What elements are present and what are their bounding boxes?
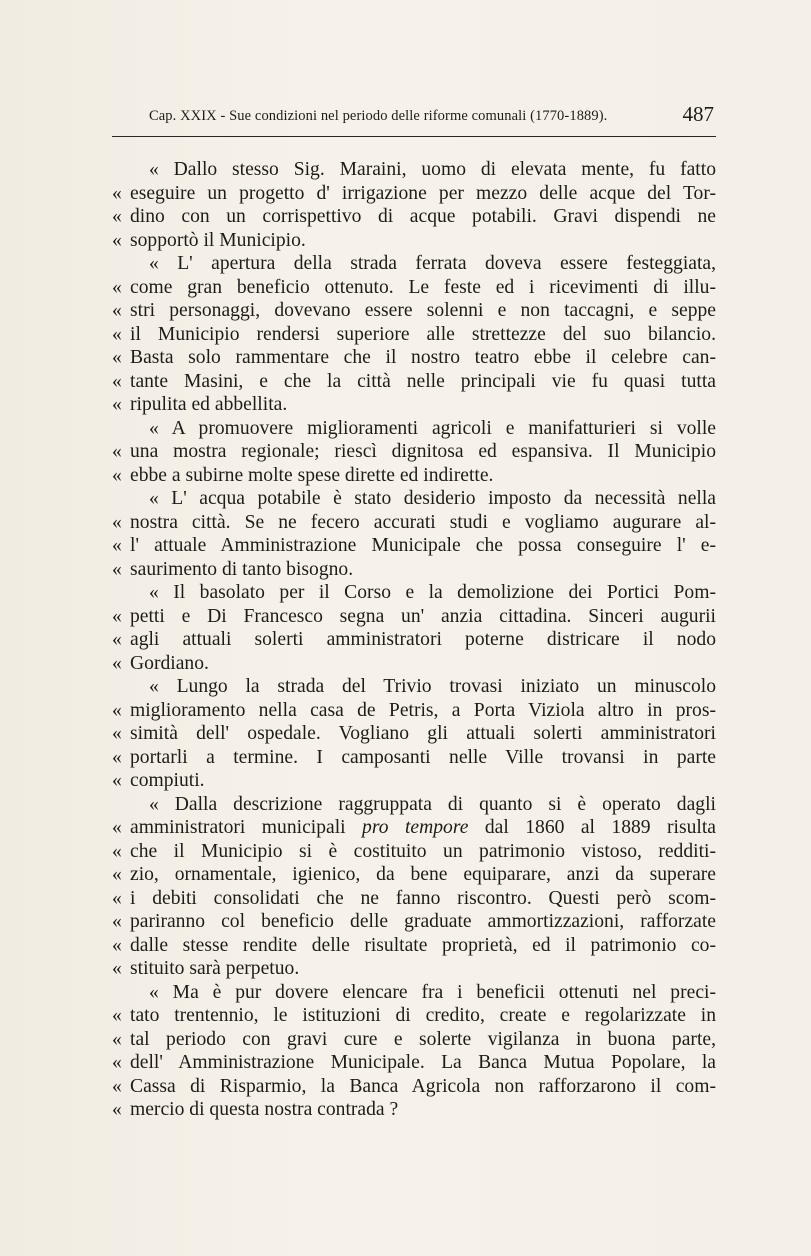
text-line [112,276,716,300]
guillemet-marker: « [112,441,122,462]
line-text: ripulita ed abbellita. [130,394,288,415]
line-text: pariranno col beneficio delle graduate ammortizzazioni, rafforzate [130,911,716,932]
line-text: eseguire un progetto d' irrigazione per mezzo delle acque del Tor- [130,182,716,204]
line-text: « Dallo stesso Sig. Maraini, uomo di elevata mente, fu fatto [149,159,716,180]
line-text: i debiti consolidati che ne fanno riscontro. Questi però scom- [130,887,716,909]
line-text: zio, ornamentale, igienico, da bene equiparare, anzi da superare [130,864,716,885]
guillemet-marker: « [112,464,122,486]
guillemet-marker: « [112,1005,122,1026]
text-line [112,252,716,276]
page-number: 487 [682,102,714,126]
line-text: « L' acqua potabile è stato desiderio imposto da necessità nella [149,488,716,509]
text-line [112,816,716,840]
line-text: Cassa di Risparmio, la Banca Agricola non rafforzarono il com- [130,1075,716,1097]
guillemet-marker: « [112,840,122,862]
body-text [112,158,716,1122]
text-line [112,1051,716,1075]
text-line [112,158,716,182]
line-text: ebbe a subirne molte spese dirette ed indirette. [130,464,494,486]
text-line [112,1028,716,1052]
text-line [112,558,716,582]
text-line [112,722,716,746]
guillemet-marker: « [112,605,122,627]
text-line [112,487,716,511]
guillemet-marker: « [112,911,122,932]
text-line [112,605,716,629]
line-text: Basta solo rammentare che il nostro teatro ebbe il celebre can- [130,347,716,368]
text-line [112,746,716,770]
text-line [112,887,716,911]
line-text: miglioramento nella casa de Petris, a Porta Viziola altro in pros- [130,699,716,721]
text-line [112,346,716,370]
guillemet-marker: « [112,958,122,979]
text-line [112,699,716,723]
line-text: « L' apertura della strada ferrata doveva essere festeggiata, [149,253,716,274]
guillemet-marker: « [112,323,122,345]
line-text: compiuti. [130,770,205,791]
text-line [112,769,716,793]
guillemet-marker: « [112,1028,122,1050]
line-text: il Municipio rendersi superiore alle strettezze del suo bilancio. [130,323,716,345]
line-text: « Lungo la strada del Trivio trovasi iniziato un minuscolo [149,676,716,697]
line-text: tante Masini, e che la città nelle principali vie fu quasi tutta [130,370,716,392]
text-line [112,1098,716,1122]
guillemet-marker: « [112,558,122,580]
guillemet-marker: « [112,370,122,392]
line-text: dino con un corrispettivo di acque potabili. Gravi dispendi ne [130,206,716,227]
guillemet-marker: « [112,746,122,768]
line-text: « Dalla descrizione raggruppata di quanto si è operato dagli [149,793,716,815]
text-line [112,934,716,958]
line-text: l' attuale Amministrazione Municipale che possa conseguire l' e- [130,535,716,556]
line-text: portarli a termine. I camposanti nelle Ville trovansi in parte [130,746,716,768]
guillemet-marker: « [112,934,122,956]
guillemet-marker: « [112,535,122,556]
guillemet-marker: « [112,652,122,674]
chapter-title: Cap. XXIX - Sue condizioni nel periodo delle riforme comunali (1770-1889). [149,108,608,124]
italic-phrase: pro tempore [362,817,469,838]
line-text: sopportò il Municipio. [130,229,306,251]
line-text: mercio di questa nostra contrada ? [130,1099,399,1120]
line-text: che il Municipio si è costituito un patrimonio vistoso, redditi- [130,840,716,862]
text-line [112,957,716,981]
text-line [112,370,716,394]
text-line [112,299,716,323]
line-text: petti e Di Francesco segna un' anzia cittadina. Sinceri augurii [130,605,716,627]
line-text: dell' Amministrazione Municipale. La Banca Mutua Popolare, la [130,1052,716,1073]
text-line [112,393,716,417]
line-text: Gordiano. [130,652,209,674]
line-text: stri personaggi, dovevano essere solenni e non taccagni, e seppe [130,300,716,321]
text-line [112,229,716,253]
text-line [112,1004,716,1028]
guillemet-marker: « [112,206,122,227]
guillemet-marker: « [112,511,122,533]
line-text: « A promuovere miglioramenti agricoli e manifatturieri si volle [149,417,716,439]
line-text: tal periodo con gravi cure e solerte vigilanza in buona parte, [130,1028,716,1050]
text-line [112,840,716,864]
guillemet-marker: « [112,864,122,885]
guillemet-marker: « [112,347,122,368]
guillemet-marker: « [112,1099,122,1120]
text-line [112,628,716,652]
guillemet-marker: « [112,1052,122,1073]
guillemet-marker: « [112,394,122,415]
guillemet-marker: « [112,182,122,204]
text-line [112,675,716,699]
guillemet-marker: « [112,887,122,909]
line-text: tato trentennio, le istituzioni di credito, create e regolarizzate in [130,1005,716,1026]
guillemet-marker: « [112,699,122,721]
line-text: saurimento di tanto bisogno. [130,558,354,580]
line-text: agli attuali solerti amministratori poterne districare il nodo [130,629,716,650]
text-line [112,182,716,206]
guillemet-marker: « [112,276,122,298]
guillemet-marker: « [112,723,122,744]
text-line [112,581,716,605]
text-line [112,511,716,535]
line-text: nostra città. Se ne fecero accurati studi e vogliamo augurare al- [130,511,716,533]
line-text: amministratori municipali pro tempore dal 1860 al 1889 risulta [130,817,716,838]
line-text: « Ma è pur dovere elencare fra i beneficii ottenuti nel preci- [149,981,716,1003]
guillemet-marker: « [112,629,122,650]
guillemet-marker: « [112,817,122,838]
running-header [112,102,716,137]
guillemet-marker: « [112,300,122,321]
text-line [112,793,716,817]
text-line [112,981,716,1005]
text-line [112,1075,716,1099]
line-text: dalle stesse rendite delle risultate proprietà, ed il patrimonio co- [130,934,716,956]
text-line [112,205,716,229]
guillemet-marker: « [112,1075,122,1097]
line-text: « Il basolato per il Corso e la demolizione dei Portici Pom- [149,582,716,603]
text-line [112,417,716,441]
guillemet-marker: « [112,770,122,791]
line-text: come gran beneficio ottenuto. Le feste ed i ricevimenti di illu- [130,276,716,298]
text-line [112,910,716,934]
line-text: stituito sarà perpetuo. [130,958,300,979]
guillemet-marker: « [112,229,122,251]
text-line [112,863,716,887]
text-line [112,534,716,558]
text-line [112,464,716,488]
text-line [112,652,716,676]
line-text: simità dell' ospedale. Vogliano gli attuali solerti amministratori [130,723,716,744]
text-line [112,440,716,464]
text-line [112,323,716,347]
line-text: una mostra regionale; riescì dignitosa ed espansiva. Il Municipio [130,441,716,462]
